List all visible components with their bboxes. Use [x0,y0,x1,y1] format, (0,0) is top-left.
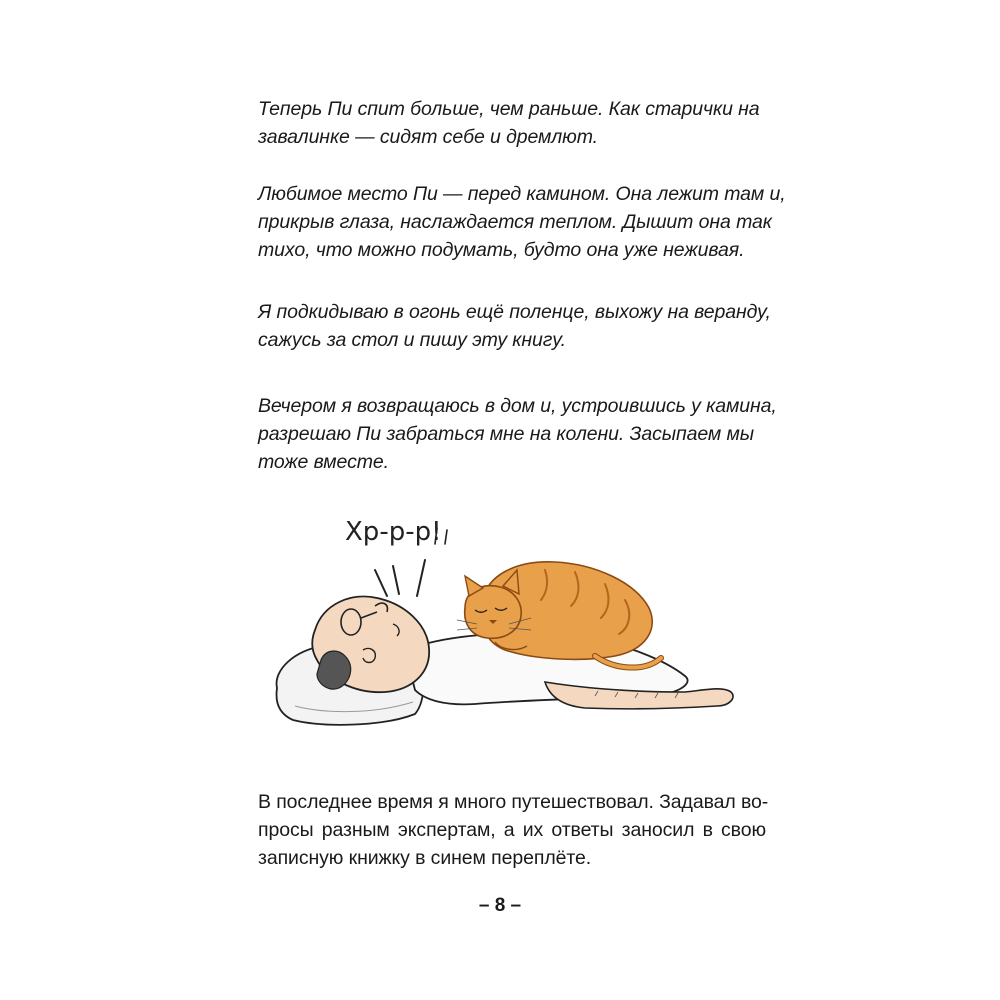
snore-text: Хр-р-р! [345,517,442,547]
paragraph-line: записную книжку в синем переплёте. [258,847,592,869]
sleeping-man-with-cat-illustration [265,500,745,750]
paragraph-line: разрешаю Пи забраться мне на колени. Засыпаем мы [258,423,755,445]
page-number: – 8 – [478,895,522,916]
sound-lines-icon [375,560,425,596]
paragraph-3 [258,298,778,354]
paragraph-line: Любимое место Пи — перед камином. Она лежит там и, [258,183,786,205]
paragraph-line: тоже вместе. [258,451,389,473]
paragraph-line: тихо, что можно подумать, будто она уже неживая. [258,239,745,261]
paragraph-line: завалинке — сидят себе и дремлют. [258,126,598,148]
paragraph-line: просы разным экспертам, а их ответы заносил в свою [258,819,766,841]
paragraph-line: Теперь Пи спит больше, чем раньше. Как старички на [258,98,760,120]
paragraph-5 [258,788,769,872]
paragraph-line: Вечером я возвращаюсь в дом и, устроившись у камина, [258,395,777,417]
man-hair [317,651,351,689]
paragraph-line: Я подкидываю в огонь ещё поленце, выхожу на веранду, [258,301,771,323]
paragraph-line: В последнее время я много путешествовал. Задавал во- [258,791,769,813]
paragraph-line: прикрыв глаза, наслаждается теплом. Дышит она так [258,211,772,233]
paragraph-1 [258,95,778,151]
paragraph-line: сажусь за стол и пишу эту книгу. [258,329,566,351]
paragraph-4 [258,392,778,476]
paragraph-2 [258,180,786,264]
